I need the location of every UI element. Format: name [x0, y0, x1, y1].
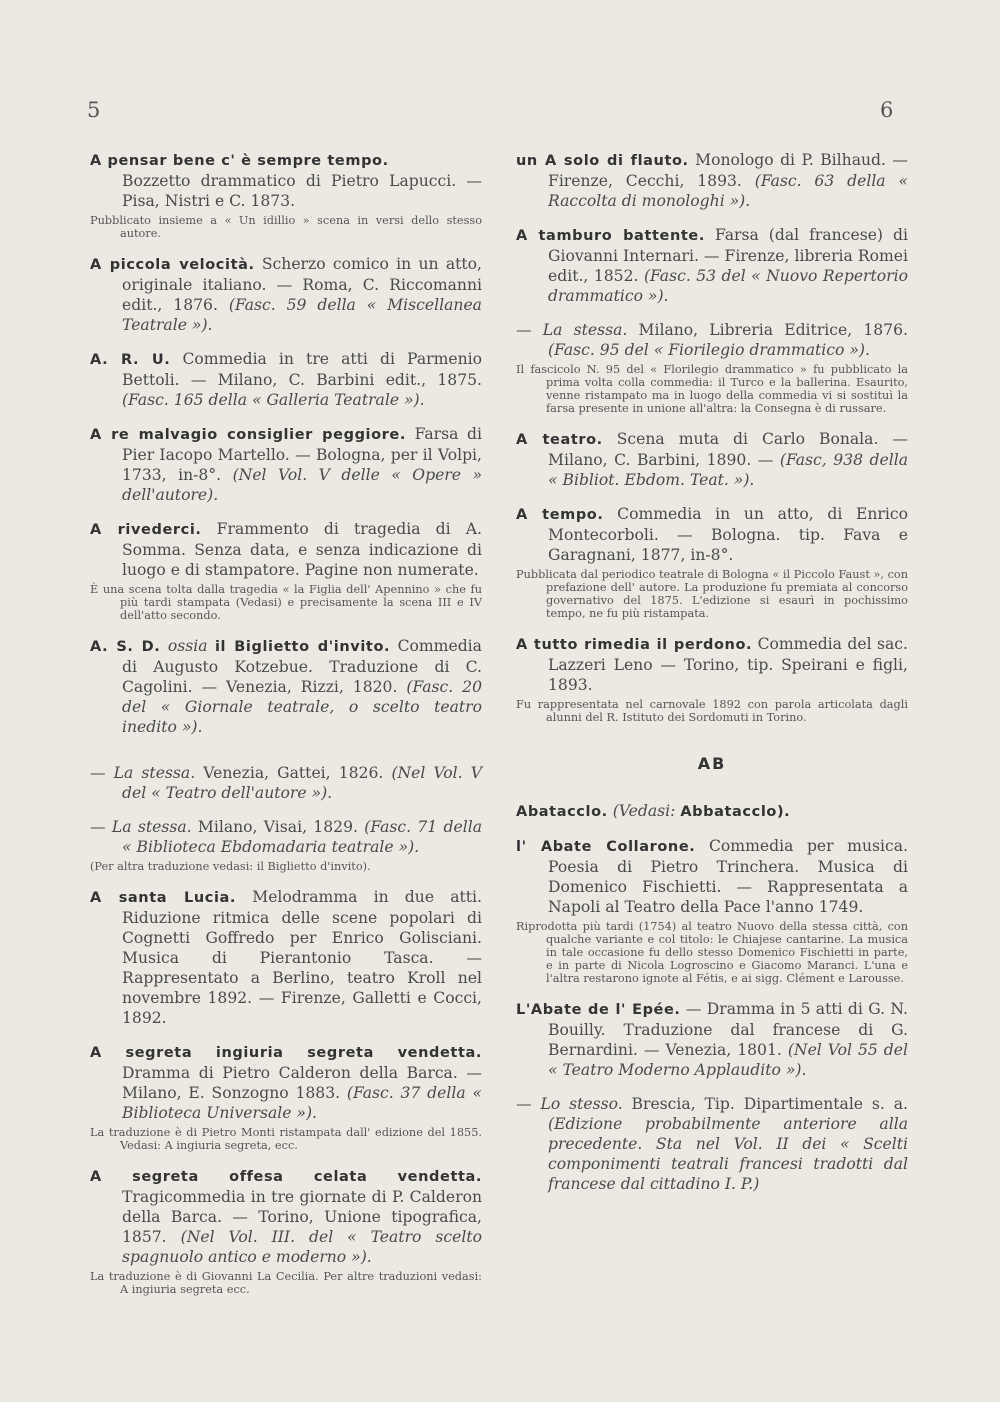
- entry-reference: (Fasc. 63 della « Raccolta di monologhi »).: [548, 172, 908, 210]
- entry-dash-title: — La stessa.: [90, 764, 196, 782]
- entry-title: A pensar bene c' è sempre tempo.: [90, 153, 389, 169]
- entry-note: La traduzione è di Pietro Monti ristampata dall' edizione del 1855. Vedasi: A ingiuria segreta, ecc.: [90, 1126, 482, 1152]
- entry-dash-title: — La stessa.: [516, 321, 628, 339]
- page-number-left: 5: [87, 98, 101, 122]
- entry-reference: (Fasc. 95 del « Fiorilegio drammatico »).: [548, 341, 870, 359]
- entry: [516, 225, 908, 306]
- entry-title: A segreta ingiuria segreta vendetta.: [90, 1045, 482, 1061]
- entry: [90, 519, 482, 622]
- entry: [90, 763, 482, 803]
- entry-reference: (Nel Vol. V delle « Opere » dell'autore).: [122, 466, 483, 504]
- entry-body: Commedia del sac. Lazzeri Leno — Torino, tip. Speirani e figli, 1893.: [548, 635, 908, 694]
- entry-reference: (Fasc, 938 della « Bibliot. Ebdom. Teat. »).: [548, 451, 908, 489]
- entry-body: Brescia, Tip. Dipartimentale s. a.: [631, 1095, 908, 1113]
- entry-body: Venezia, Gattei, 1826.: [203, 764, 384, 782]
- entry: [90, 150, 482, 240]
- entry: [516, 504, 908, 620]
- entry-title: A. S. D.: [90, 639, 161, 655]
- entry-reference: (Fasc. 165 della « Galleria Teatrale »).: [122, 391, 425, 409]
- entry-body: Farsa di Pier Iacopo Martello. — Bologna, per il Volpi, 1733, in-8°.: [122, 425, 482, 484]
- entry-title: A segreta offesa celata vendetta.: [90, 1169, 482, 1185]
- entry-reference: (Fasc. 37 della « Biblioteca Universale »).: [122, 1084, 482, 1122]
- entry-body: Tragicommedia in tre giornate di P. Calderon della Barca. — Torino, Unione tipografica, 1857.: [122, 1188, 482, 1246]
- entry-title: un A solo di flauto.: [516, 153, 689, 169]
- entry: [90, 817, 482, 873]
- section-heading: AB: [697, 754, 727, 773]
- entry-reference: (Nel Vol. III. del « Teatro scelto spagnuolo antico e moderno »).: [122, 1228, 482, 1266]
- entry-body: Commedia per musica. Poesia di Pietro Trinchera. Musica di Domenico Fischietti. — Rappresentata a Napoli al Teatro della Pace l'anno 1749.: [548, 837, 908, 916]
- entry-body: — Dramma in 5 atti di G. N. Bouilly. Traduzione dal francese di G. Bernardini. — Venezia, 1801.: [548, 1000, 908, 1059]
- entry-reference: (Fasc. 59 della « Miscellanea Teatrale »).: [122, 296, 482, 334]
- entry-title: A tamburo battente.: [516, 228, 705, 244]
- entry: [516, 150, 908, 211]
- entry-body: Scherzo comico in un atto, originale italiano. — Roma, C. Riccomanni edit., 1876.: [122, 255, 482, 314]
- entry-title: l' Abate Collarone.: [516, 839, 696, 855]
- entry-reference: (Fasc. 20 del « Giornale teatrale, o scelto teatro inedito »).: [122, 678, 482, 736]
- entry-note: Pubblicata dal periodico teatrale di Bologna « il Piccolo Faust », con prefazione dell' autore. La produzione fu premiata al concorso governativo del 1875. L'edizione si esaurì in pochissimo tempo, ne fu più ristampata.: [516, 568, 908, 620]
- entry: [516, 320, 908, 415]
- entry-title: A teatro.: [516, 432, 603, 448]
- entry-title: A re malvagio consiglier peggiore.: [90, 427, 406, 443]
- entry-title: A rivederci.: [90, 522, 202, 538]
- entry-reference: (Nel Vol 55 del « Teatro Moderno Applaudito »).: [548, 1041, 908, 1079]
- entry-note: Riprodotta più tardi (1754) al teatro Nuovo della stessa città, con qualche variante e col titolo: le Chiajese cantarine. La musica in tale occasione fu dello stesso Domenico Fischietti in parte, e in parte di Nicola Logroscino e Giacomo Maranci. L'una e l'altra restarono ignote al Fétis, e ai sigg. Clément e Larousse.: [516, 920, 908, 985]
- entry: [516, 429, 908, 490]
- entry-reference: (Fasc. 53 del « Nuovo Repertorio drammatico »).: [548, 267, 908, 305]
- entry-reference: (Edizione probabilmente anteriore alla precedente. Sta nel Vol. II dei « Scelti componimenti teatrali francesi tradotti dal francese dal cittadino I. P.): [548, 1115, 908, 1193]
- entry-body: Melodramma in due atti. Riduzione ritmica delle scene popolari di Cognetti Goffredo per Enrico Golisciani. Musica di Pierantonio Tasca. — Rappresentato a Berlino, teatro Kroll nel novembre 1892. — Firenze, Galletti e Cocci, 1892.: [122, 888, 483, 1027]
- entry-title: A tutto rimedia il perdono.: [516, 637, 753, 653]
- entry: [90, 254, 482, 335]
- entry: [90, 887, 482, 1028]
- entry-body: Milano, Visai, 1829.: [197, 818, 358, 836]
- entry: [90, 349, 482, 410]
- entry-body: Commedia in un atto, di Enrico Montecorboli. — Bologna. tip. Fava e Garagnani, 1877, in-8°.: [548, 505, 908, 564]
- entry: [516, 999, 908, 1080]
- entry-note: La traduzione è di Giovanni La Cecilia. Per altre traduzioni vedasi: A ingiuria segreta ecc.: [90, 1270, 482, 1296]
- entry: [516, 801, 908, 822]
- entry-title: A. R. U.: [90, 352, 171, 368]
- entry-body: Bozzetto drammatico di Pietro Lapucci. — Pisa, Nistri e C. 1873.: [122, 172, 482, 210]
- entry-connector: ossia: [167, 637, 208, 655]
- entry-reference: (Fasc. 71 della « Biblioteca Ebdomadaria teatrale »).: [122, 818, 483, 856]
- entry-note: È una scena tolta dalla tragedia « la Figlia dell' Apennino » che fu più tardi stampata (Vedasi) e precisamente la scena III e IV dell'atto secondo.: [90, 583, 482, 622]
- entry-title: L'Abate de l' Epée.: [516, 1002, 681, 1018]
- entry: [90, 1166, 482, 1296]
- entry-body: Commedia in tre atti di Parmenio Bettoli. — Milano, C. Barbini edit., 1875.: [122, 350, 482, 389]
- entry-body: Dramma di Pietro Calderon della Barca. — Milano, E. Sonzogno 1883.: [122, 1064, 482, 1102]
- entry-note: (Per altra traduzione vedasi: il Biglietto d'invito).: [90, 860, 371, 873]
- entry: [90, 1042, 482, 1152]
- entry-vedasi: (Vedasi:: [612, 802, 676, 820]
- left-column: [90, 150, 482, 1310]
- right-column: [516, 150, 908, 1208]
- entry: [90, 424, 482, 505]
- entry-body: Frammento di tragedia di A. Somma. Senza data, e senza indicazione di luogo e di stampatore. Pagine non numerate.: [122, 520, 482, 579]
- entry-dash-title: — La stessa.: [90, 818, 192, 836]
- entry-body: Commedia di Augusto Kotzebue. Traduzione di C. Cagolini. — Venezia, Rizzi, 1820.: [122, 637, 482, 696]
- page-number-right: 6: [880, 98, 894, 122]
- entry-title: A santa Lucia.: [90, 890, 237, 906]
- entry-reference: Abbatacclo).: [680, 804, 791, 820]
- entry: [90, 636, 482, 737]
- entry-note: Il fascicolo N. 95 del « Florilegio drammatico » fu pubblicato la prima volta colla commedia: il Turco e la ballerina. Esaurito, venne ristampato ma in luogo della commedia vi si sostituì la farsa presente in unione all'altra: la Consegna è di russare.: [516, 363, 908, 415]
- entry-note: Pubblicato insieme a « Un idillio » scena in versi dello stesso autore.: [90, 214, 482, 240]
- entry-title: A tempo.: [516, 507, 604, 523]
- entry-dash-title: — Lo stesso.: [516, 1095, 623, 1113]
- entry-reference: (Nel Vol. V del « Teatro dell'autore »).: [122, 764, 482, 802]
- entry-note: Fu rappresentata nel carnovale 1892 con parola articolata dagli alunni del R. Istituto dei Sordomuti in Torino.: [516, 698, 908, 724]
- entry-body: Scena muta di Carlo Bonala. — Milano, C. Barbini, 1890. —: [548, 430, 908, 469]
- entry-subtitle: il Biglietto d'invito.: [214, 639, 391, 655]
- entry: [516, 1094, 908, 1194]
- entry: [516, 634, 908, 724]
- entry-body: Farsa (dal francese) di Giovanni Internari. — Firenze, libreria Romei edit., 1852.: [548, 226, 908, 285]
- entry-title: Abatacclo.: [516, 804, 608, 820]
- entry: [516, 836, 908, 985]
- entry-body: Milano, Libreria Editrice, 1876.: [638, 321, 908, 339]
- entry-title: A piccola velocità.: [90, 257, 255, 273]
- entry-body: Monologo di P. Bilhaud. — Firenze, Cecchi, 1893.: [548, 151, 908, 190]
